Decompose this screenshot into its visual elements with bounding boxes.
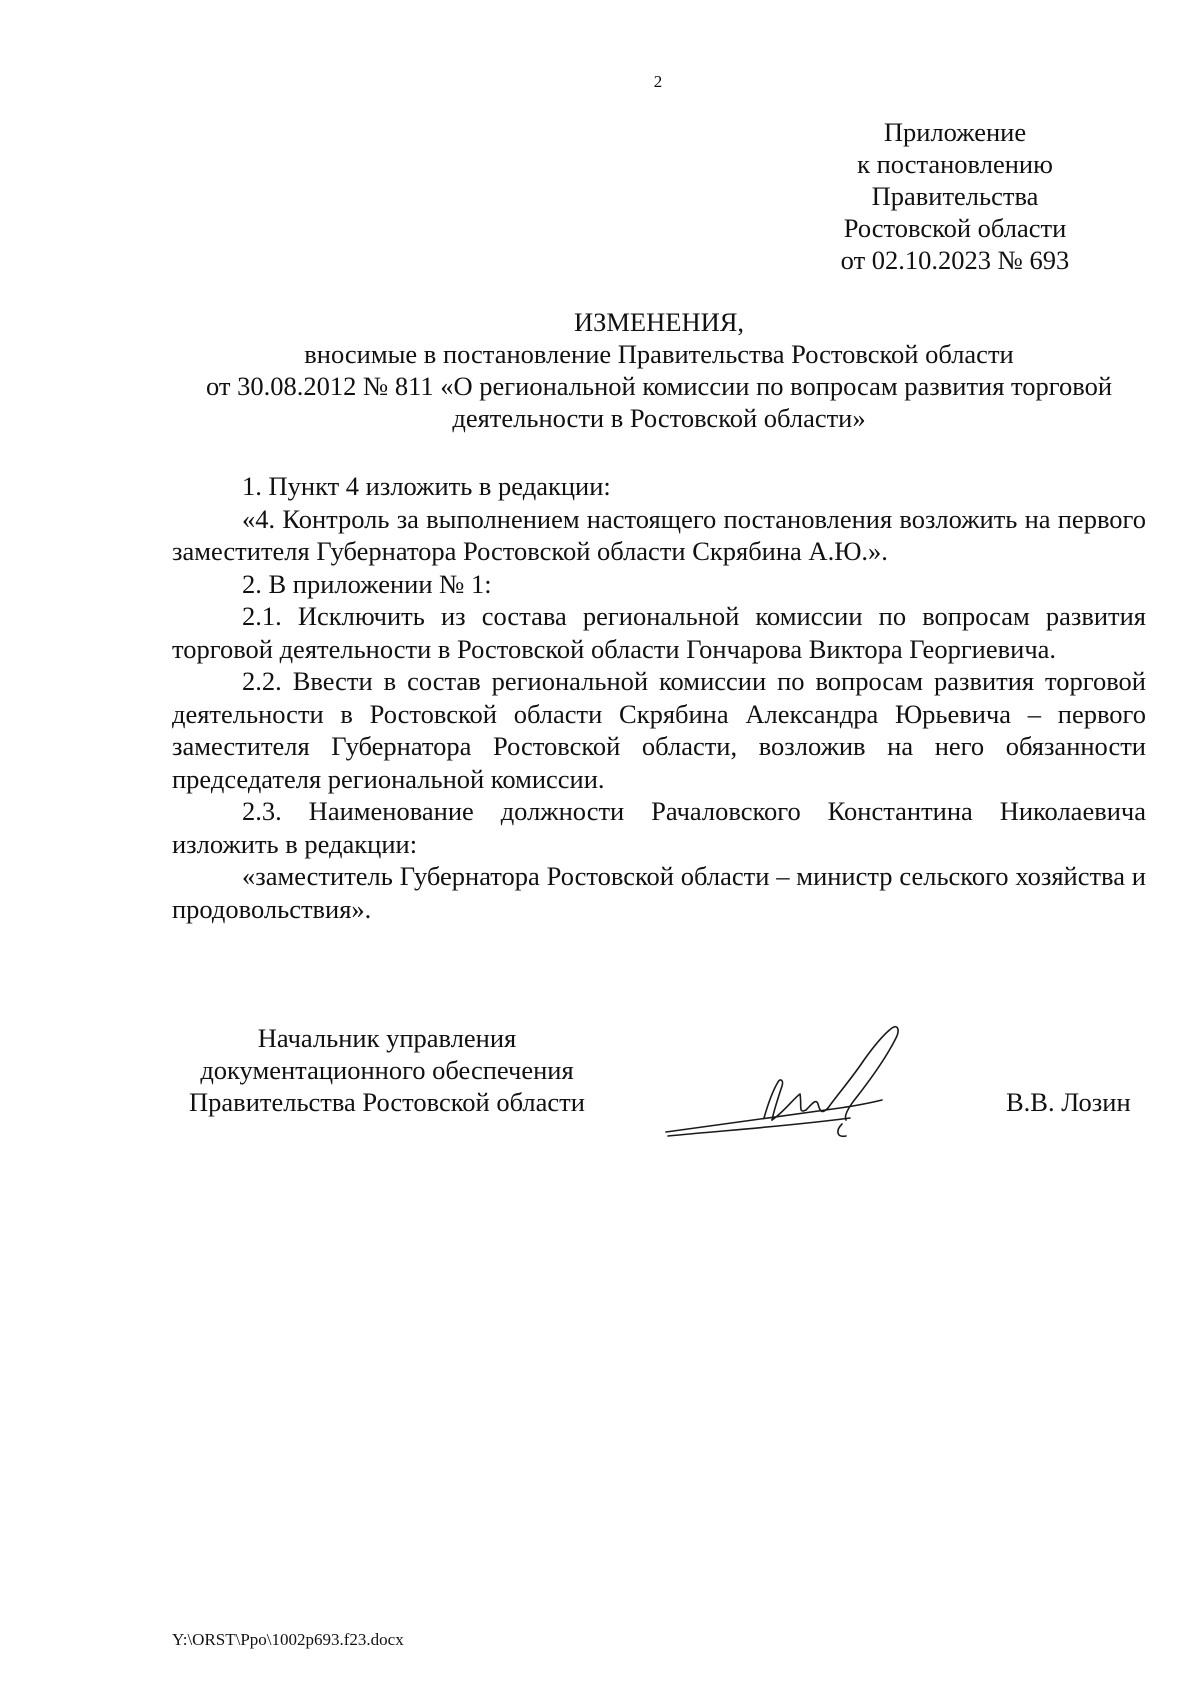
title-line: от 30.08.2012 № 811 «О региональной комиссии по вопросам развития торговой (206, 371, 1112, 401)
footer-file-path: Y:\ORST\Ppo\1002p693.f23.docx (172, 1630, 404, 1649)
appendix-line: Приложение (883, 117, 1027, 147)
appendix-line: Ростовской области (843, 213, 1067, 243)
title-line: деятельности в Ростовской области» (452, 403, 866, 433)
paragraph-item-2-3: 2.3. Наименование должности Рачаловского Константина Николаевича изложить в редакции: (172, 796, 1146, 859)
signatory-position (172, 1022, 602, 1118)
page-number: 2 (653, 72, 663, 91)
position-line: Правительства Ростовской области (189, 1087, 585, 1117)
position-line: документационного обеспечения (200, 1055, 574, 1085)
signatory-name: В.В. Лозин (1006, 1087, 1131, 1117)
appendix-date-number: от 02.10.2023 № 693 (840, 245, 1070, 275)
handwritten-signature (660, 1020, 940, 1150)
appendix-block (820, 116, 1090, 276)
paragraph-item-1-text: «4. Контроль за выполнением настоящего постановления возложить на первого заместителя Губернатора Ростовской области Скрябина А.Ю.». (172, 503, 1146, 566)
paragraph-item-1: 1. Пункт 4 изложить в редакции: (242, 471, 611, 501)
document-title (172, 306, 1146, 434)
appendix-line: Правительства (871, 181, 1039, 211)
title-heading: ИЗМЕНЕНИЯ, (573, 307, 745, 337)
title-line: вносимые в постановление Правительства Ростовской области (304, 339, 1014, 369)
appendix-line: к постановлению (857, 149, 1053, 179)
position-line: Начальник управления (257, 1023, 517, 1053)
paragraph-item-2-2: 2.2. Ввести в состав региональной комиссии по вопросам развития торговой деятельности в Ростовской области Скрябина Александра Юрьевича – первого заместителя Губернатора Ростовской области, возложив на него обязанности председателя региональной комиссии. (172, 666, 1146, 794)
paragraph-item-2-1: 2.1. Исключить из состава региональной комиссии по вопросам развития торговой деятельности в Ростовской области Гончарова Виктора Георгиевича. (172, 601, 1146, 664)
paragraph-item-2-3-text: «заместитель Губернатора Ростовской области – министр сельского хозяйства и продовольствия». (172, 861, 1146, 924)
paragraph-item-2: 2. В приложении № 1: (242, 568, 492, 599)
document-body (172, 470, 1146, 925)
